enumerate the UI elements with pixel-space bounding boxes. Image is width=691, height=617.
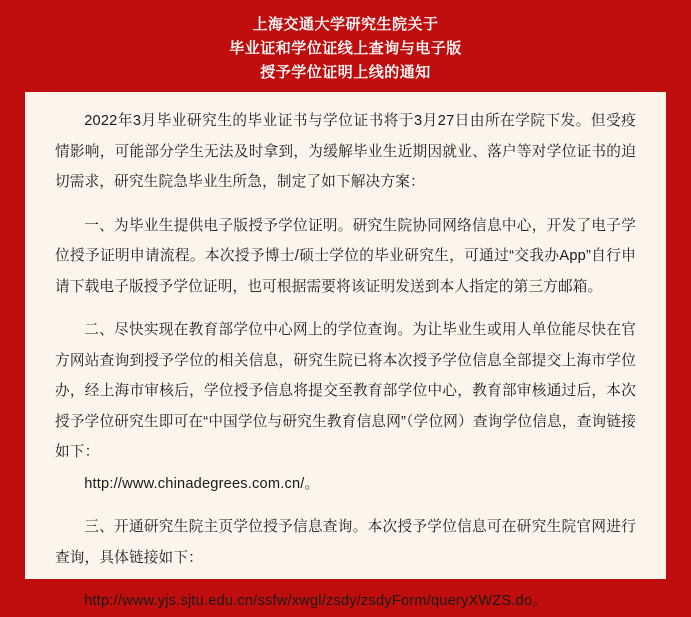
page-title-line-3: 授予学位证明上线的通知 (260, 64, 431, 81)
notice-header (25, 0, 666, 92)
link-chinadegrees[interactable]: http://www.chinadegrees.com.cn/。 (84, 475, 320, 492)
paragraph-item-3: 三、开通研究生院主页学位授予信息查询。本次授予学位信息可在研究生院官网进行查询，具体链接如下： (55, 519, 636, 566)
paragraph-item-1: 一、为毕业生提供电子版授予学位证明。研究生院协同网络信息中心，开发了电子学位授予证明申请流程。本次授予博士/硕士学位的毕业研究生，可通过“交我办App”自行申请下载电子版授予学位证明，也可根据需要将该证明发送到本人指定的第三方邮箱。 (55, 217, 636, 295)
paragraph-spacer (55, 574, 636, 586)
paragraph-spacer (55, 500, 636, 512)
right-red-band (666, 0, 691, 579)
notice-body (25, 92, 666, 609)
link-yjs-sjtu[interactable]: http://www.yjs.sjtu.edu.cn/ssfw/xwgl/zsdy/zsdyForm/queryXWZS.do。 (84, 593, 548, 609)
paragraph-spacer (55, 303, 636, 315)
paragraph-intro: 2022年3月毕业研究生的毕业证书与学位证书将于3月27日由所在学院下发。但受疫情影响，可能部分学生无法及时拿到，为缓解毕业生近期因就业、落户等对学位证书的迫切需求，研究生院急毕业生所急，制定了如下解决方案： (55, 113, 636, 190)
paragraph-item-2: 二、尽快实现在教育部学位中心网上的学位查询。为让毕业生或用人单位能尽快在官方网站查询到授予学位的相关信息，研究生院已将本次授予学位信息全部提交上海市学位办，经上海市审核后，学位授予信息将提交至教育部学位中心，教育部审核通过后，本次授予学位研究生即可在“中国学位与研究生教育信息网”（学位网）查询学位信息，查询链接如下： (55, 322, 636, 460)
page-title-line-2: 毕业证和学位证线上查询与电子版 (229, 40, 462, 57)
paragraph-spacer (55, 199, 636, 211)
page-title-line-1: 上海交通大学研究生院关于 (252, 16, 439, 33)
left-red-band (0, 0, 25, 579)
